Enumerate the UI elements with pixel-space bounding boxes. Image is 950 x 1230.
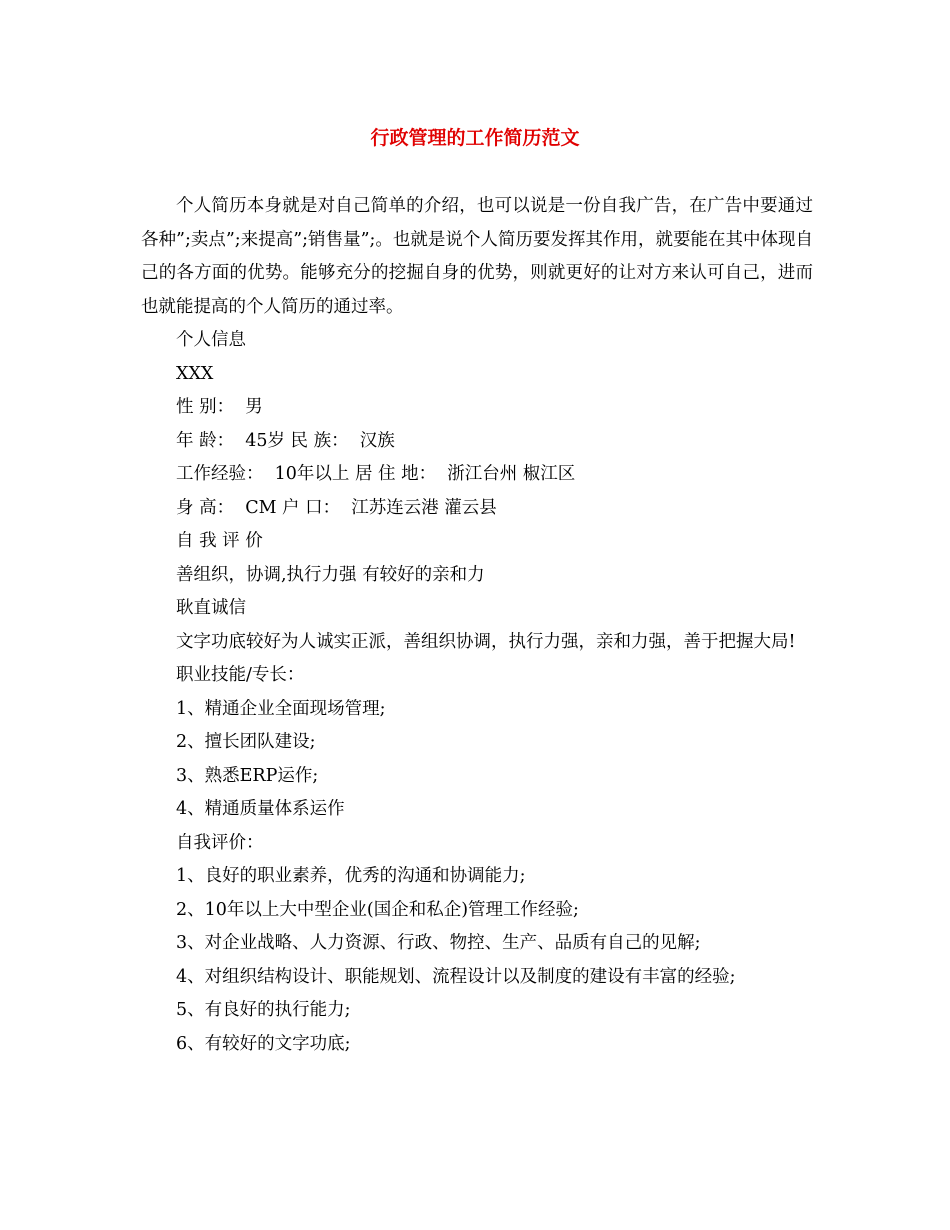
self-eval-item: 6、有较好的文字功底; — [176, 1033, 351, 1054]
skill-item: 2、擅长团队建设; — [176, 732, 316, 752]
experience-line: 工作经验： 10年以上 居 住 地： 浙江台州 椒江区 — [176, 464, 576, 484]
self-eval-item: 5、有良好的执行能力; — [176, 1000, 351, 1020]
age-line: 年 龄： 45岁 民 族： 汉族 — [176, 430, 395, 451]
self-eval-heading: 自我评价： — [176, 832, 264, 853]
name-line: XXX — [176, 363, 214, 384]
gender-line: 性 别： 男 — [176, 397, 263, 417]
skills-heading: 职业技能/专长： — [176, 665, 305, 685]
intro-paragraph: 个人简历本身就是对自己简单的介绍，也可以说是一份自我广告，在广告中要通过各种”;卖点”;来提高”;销售量”;。也就是说个人简历要发挥其作用，就要能在其中体现自己的各方面的优势。能够充分的挖掘自身的优势，则就更好的让对方来认可自己，进而也就能提高的个人简历的通过率。 — [141, 196, 813, 317]
self-eval-item: 3、对企业战略、人力资源、行政、物控、生产、品质有自己的见解; — [176, 933, 701, 953]
self-eval-line: 耿直诚信 — [176, 598, 246, 618]
self-eval-heading-spaced: 自 我 评 价 — [176, 531, 263, 551]
self-eval-line: 文字功底较好为人诚实正派，善组织协调，执行力强，亲和力强，善于把握大局! — [176, 631, 796, 652]
document-body — [141, 190, 813, 1061]
skill-item: 1、精通企业全面现场管理; — [176, 698, 386, 719]
self-eval-item: 4、对组织结构设计、职能规划、流程设计以及制度的建设有丰富的经验; — [176, 966, 736, 987]
height-line: 身 高： CM 户 口： 江苏连云港 灌云县 — [176, 497, 497, 518]
document-title: 行政管理的工作简历范文 — [370, 127, 580, 149]
self-eval-item: 2、10年以上大中型企业(国企和私企)管理工作经验; — [176, 899, 579, 920]
personal-info-heading: 个人信息 — [176, 330, 246, 350]
self-eval-item: 1、良好的职业素养，优秀的沟通和协调能力; — [176, 866, 526, 886]
skill-item: 3、熟悉ERP运作; — [176, 765, 319, 786]
skill-item: 4、精通质量体系运作 — [176, 799, 345, 819]
self-eval-line: 善组织，协调,执行力强 有较好的亲和力 — [176, 564, 485, 585]
